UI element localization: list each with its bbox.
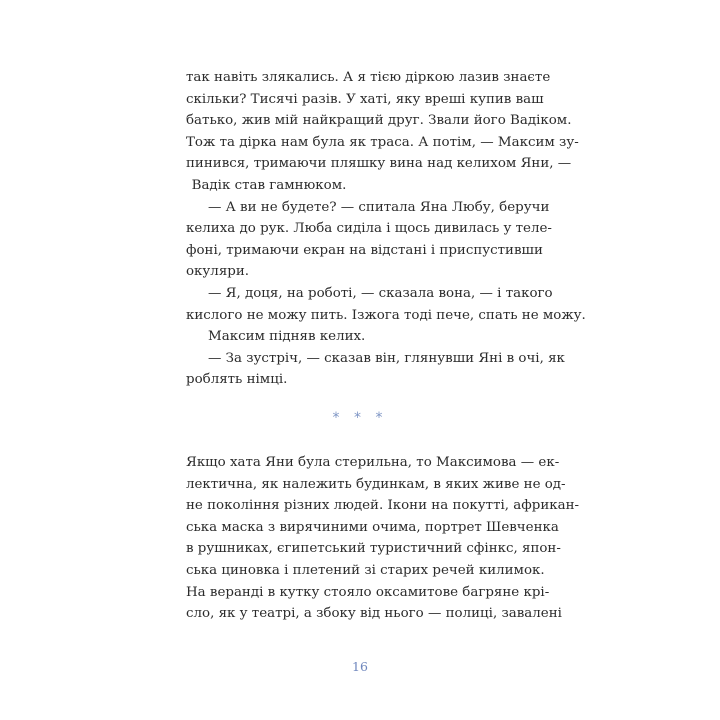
text-line: — А ви не будете? — спитала Яна Любу, беручи <box>208 199 550 215</box>
text-line: скільки? Тисячі разів. У хаті, яку вреші купив ваш <box>186 91 544 107</box>
text-line: келиха до рук. Люба сиділа і щось дивилась у теле- <box>186 221 552 237</box>
text-line: Тож та дірка нам була як траса. А потім, — Максим зу- <box>186 134 579 150</box>
bottom-text-block <box>186 452 580 625</box>
page-number: 16 <box>352 659 368 674</box>
text-line: батько, жив мій найкращий друг. Звали його Вадіком. <box>186 113 572 129</box>
text-line: сло, як у театрі, а збоку від нього — полиці, завалені <box>186 606 562 622</box>
text-line: лектична, як належить будинкам, в яких живе не од- <box>186 476 566 492</box>
text-line: Вадік став гамнюком. <box>191 177 347 193</box>
top-text-block <box>186 67 586 391</box>
text-line: фоні, тримаючи екран на відстані і приспустивши <box>186 242 543 258</box>
text-line: окуляри. <box>186 264 250 280</box>
text-line: Якщо хата Яни була стерильна, то Максимова — ек- <box>186 455 560 470</box>
text-line: кислого не можу пить. Ізжога тоді пече, спать не можу. <box>186 307 586 323</box>
text-line: Максим підняв келих. <box>208 329 366 345</box>
text-line: пинився, тримаючи пляшку вина над келихом Яни, — <box>186 156 572 172</box>
text-line: ська маска з вирячиними очима, портрет Шевченка <box>186 519 559 535</box>
text-line: не покоління різних людей. Ікони на покутті, африкан- <box>186 498 580 514</box>
text-line: — За зустріч, — сказав він, глянувши Яні в очі, як <box>208 350 565 366</box>
text-line: ська циновка і плетений зі старих речей килимок. <box>186 562 545 578</box>
text-line: так навіть злякались. А я тією діркою лазив знаєте <box>186 70 551 85</box>
text-line: в рушниках, єгипетський туристичний сфінкс, япон- <box>186 541 561 557</box>
text-line: На веранді в кутку стояло оксамитове багряне крі- <box>186 584 550 600</box>
section-separator: * * * <box>332 410 388 426</box>
text-line: роблять німці. <box>186 372 288 388</box>
text-line: — Я, доця, на роботі, — сказала вона, — і такого <box>208 285 553 301</box>
